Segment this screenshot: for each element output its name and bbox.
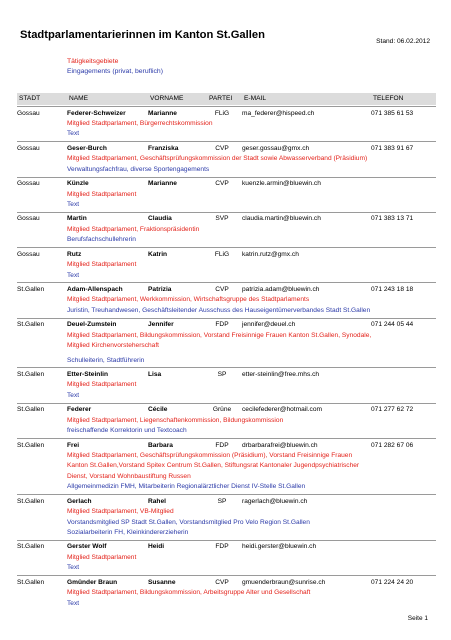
table-row (17, 575, 436, 610)
cell-telefon: 071 282 67 06 (371, 441, 414, 449)
cell-stadt: St.Gallen (17, 497, 45, 505)
cell-vorname: Lisa (148, 371, 162, 379)
cell-vorname: Patrizia (148, 286, 172, 294)
cell-partei: SVP (215, 215, 229, 223)
engagement-text: Berufsfachschullehrerin (67, 236, 136, 244)
table-row (17, 403, 436, 438)
activity-text: Mitglied Stadtparlament, Bürgerrechtskommission (67, 119, 213, 127)
engagement-text: Verwaltungsfachfrau, diverse Sportengagements (67, 165, 210, 173)
cell-telefon: 071 244 05 44 (371, 321, 414, 329)
activity-text: Mitglied Stadtparlament (67, 190, 137, 198)
cell-vorname: Barbara (148, 441, 173, 449)
engagement-text: Vorstandsmitglied SP Stadt St.Gallen, Vorstandsmitglied Pro Velo Region St.Gallen (67, 518, 310, 526)
cell-vorname: Marianne (148, 109, 177, 117)
table-row (17, 318, 436, 368)
cell-stadt: Gossau (17, 215, 40, 223)
cell-stadt: St.Gallen (17, 441, 45, 449)
row-main-line (17, 144, 436, 154)
row-main-line (17, 285, 436, 295)
engagement-text: Juristin, Treuhandwesen, Geschäftsleitender Ausschuss des Hauseigentümerverbandes Stadt St.Gallen (67, 306, 371, 314)
cell-name: Martin (67, 215, 87, 223)
column-header-partei: PARTEI (209, 95, 233, 102)
activity-text: Kanton St.Gallen,Vorstand Spitex Centrum St.Gallen, Stiftungsrat Kantonaler Jugendpsychiatrischer (67, 462, 360, 470)
cell-name: Adam-Allenspach (67, 286, 123, 294)
cell-stadt: St.Gallen (17, 321, 45, 329)
column-header-stadt: STADT (19, 95, 41, 102)
date-stamp: Stand: 06.02.2012 (376, 38, 430, 45)
cell-telefon: 071 383 91 67 (371, 144, 414, 152)
cell-partei: SP (217, 497, 227, 505)
cell-partei: FLiG (214, 250, 230, 258)
table-row (17, 106, 436, 141)
row-main-line (17, 250, 436, 260)
activity-text: Mitglied Stadtparlament, Fraktionspräsidentin (67, 225, 200, 233)
cell-partei: CVP (215, 144, 229, 152)
cell-stadt: Gossau (17, 180, 40, 188)
activity-text: Mitglied Stadtparlament (67, 381, 137, 389)
cell-email[interactable]: etter-steinlin@free.mhs.ch (242, 371, 320, 379)
cell-telefon: 071 385 61 53 (371, 109, 414, 117)
cell-vorname: Heidi (148, 543, 165, 551)
activity-text: Mitglied Stadtparlament, Liegenschaftenkommission, Bildungskommission (67, 416, 284, 424)
cell-name: Federer (67, 406, 92, 414)
cell-stadt: St.Gallen (17, 286, 45, 294)
row-main-line (17, 214, 436, 224)
table-row (17, 367, 436, 402)
cell-vorname: Claudia (148, 215, 172, 223)
engagement-text: Text (67, 391, 80, 399)
cell-vorname: Cécile (148, 406, 168, 414)
legend-activity-areas: Tätigkeitsgebiete (67, 58, 119, 65)
column-header-email: E-MAIL (244, 95, 266, 102)
page-number: Seite 1 (407, 615, 428, 622)
legend-engagements: Eingagements (privat, beruflich) (67, 68, 163, 75)
engagement-text: freischaffende Korrektorin und Textcoach (67, 427, 187, 435)
cell-telefon: 071 224 24 20 (371, 578, 414, 586)
cell-name: Frei (67, 441, 80, 449)
column-header-vorname: VORNAME (150, 95, 184, 102)
cell-stadt: Gossau (17, 109, 40, 117)
cell-stadt: Gossau (17, 250, 40, 258)
cell-stadt: St.Gallen (17, 578, 45, 586)
cell-name: Rutz (67, 250, 82, 258)
cell-name: Gerster Wolf (67, 543, 107, 551)
row-main-line (17, 370, 436, 380)
activity-text: Mitglied Stadtparlament, Geschäftsprüfungskommission (Präsidium), Vorstand Freisinnige Frauen (67, 452, 353, 460)
cell-email[interactable]: patrizia.adam@bluewin.ch (242, 286, 320, 294)
row-main-line (17, 320, 436, 330)
cell-stadt: St.Gallen (17, 543, 45, 551)
cell-email[interactable]: heidi.gerster@bluewin.ch (242, 543, 317, 551)
cell-email[interactable]: ma_federer@hispeed.ch (242, 109, 315, 117)
cell-email[interactable]: kuenzle.armin@bluewin.ch (242, 180, 321, 188)
table-row (17, 177, 436, 212)
cell-vorname: Rahel (148, 497, 166, 505)
cell-email[interactable]: jennifer@deuel.ch (242, 321, 296, 329)
row-main-line (17, 441, 436, 451)
table-row (17, 282, 436, 317)
cell-vorname: Susanne (148, 578, 176, 586)
cell-name: Gerlach (67, 497, 92, 505)
cell-email[interactable]: geser.gossau@gmx.ch (242, 144, 310, 152)
engagement-text: Sozialarbeiterin FH, Kleinkindererzieherin (67, 528, 189, 536)
engagement-text: Text (67, 200, 80, 208)
activity-text: Mitglied Stadtparlament, Werkkommission, Wirtschaftsgruppe des Stadtparlaments (67, 296, 310, 304)
engagement-text: Text (67, 599, 80, 607)
cell-telefon: 071 243 18 18 (371, 286, 414, 294)
column-header-telefon: TELEFON (373, 95, 404, 102)
cell-email[interactable]: cecilefederer@hotmail.com (242, 406, 322, 414)
cell-stadt: St.Gallen (17, 406, 45, 414)
row-main-line (17, 542, 436, 552)
activity-text: Mitglied Stadtparlament, VB-Mitglied (67, 508, 174, 516)
activity-text: Mitglied Stadtparlament, Geschäftsprüfungskommission der Stadt sowie Abwasserverband (Präsidium) (67, 155, 368, 163)
cell-name: Deuel-Zumstein (67, 321, 117, 329)
cell-telefon: 071 383 13 71 (371, 215, 414, 223)
cell-email[interactable]: drbarbarafrei@bluewin.ch (242, 441, 318, 449)
cell-name: Etter-Steinlin (67, 371, 109, 379)
cell-partei: Grüne (212, 406, 232, 414)
row-main-line (17, 497, 436, 507)
row-main-line (17, 179, 436, 189)
cell-email[interactable]: ragerlach@bluewin.ch (242, 497, 308, 505)
table-header (17, 93, 436, 105)
cell-partei: SP (217, 371, 227, 379)
engagement-text: Allgemeinmedizin FMH, Mitarbeiterin Regionalärztlicher Dienst IV-Stelle St.Gallen (67, 483, 306, 491)
engagement-text: Text (67, 564, 80, 572)
cell-email[interactable]: gmuenderbraun@sunrise.ch (242, 578, 326, 586)
table-row (17, 212, 436, 247)
cell-partei: CVP (215, 578, 229, 586)
cell-email[interactable]: claudia.martin@bluewin.ch (242, 215, 321, 223)
member-table (17, 106, 436, 610)
cell-partei: FDP (215, 543, 229, 551)
column-header-name: NAME (69, 95, 89, 102)
cell-vorname: Franziska (148, 144, 179, 152)
cell-partei: FDP (215, 321, 229, 329)
cell-name: Künzle (67, 180, 89, 188)
activity-text: Mitglied Stadtparlament (67, 553, 137, 561)
row-main-line (17, 405, 436, 415)
cell-vorname: Marianne (148, 180, 177, 188)
activity-text: Dienst, Vorstand Wohnbaustiftung Russen (67, 472, 191, 480)
cell-stadt: Gossau (17, 144, 40, 152)
table-row (17, 540, 436, 575)
cell-stadt: St.Gallen (17, 371, 45, 379)
activity-text: Mitglied Kirchenvorsteherschaft (67, 342, 159, 350)
cell-name: Gmünder Braun (67, 578, 118, 586)
table-row (17, 247, 436, 282)
activity-text: Mitglied Stadtparlament, Bildungskommission, Arbeitsgruppe Alter und Gesellschaft (67, 589, 311, 597)
row-main-line (17, 578, 436, 588)
cell-name: Federer-Schweizer (67, 109, 126, 117)
table-row (17, 438, 436, 494)
cell-email[interactable]: katrin.rutz@gmx.ch (242, 250, 299, 258)
cell-partei: CVP (215, 286, 229, 294)
cell-name: Geser-Burch (67, 144, 107, 152)
table-row (17, 494, 436, 540)
page-title: Stadtparlamentarierinnen im Kanton St.Gallen (20, 29, 265, 41)
cell-vorname: Katrin (148, 250, 168, 258)
table-row (17, 141, 436, 176)
cell-partei: FLiG (214, 109, 230, 117)
activity-text: Mitglied Stadtparlament (67, 261, 137, 269)
cell-partei: FDP (215, 441, 229, 449)
cell-vorname: Jennifer (148, 321, 174, 329)
engagement-text: Text (67, 271, 80, 279)
cell-telefon: 071 277 62 72 (371, 406, 414, 414)
activity-text: Mitglied Stadtparlament, Bildungskommission, Vorstand Freisinnige Frauen Kanton St.Gallen, Synodale, (67, 331, 372, 339)
row-main-line (17, 109, 436, 119)
engagement-text: Text (67, 130, 80, 138)
cell-partei: CVP (215, 180, 229, 188)
engagement-text: Schulleiterin, Stadtführerin (67, 356, 145, 364)
